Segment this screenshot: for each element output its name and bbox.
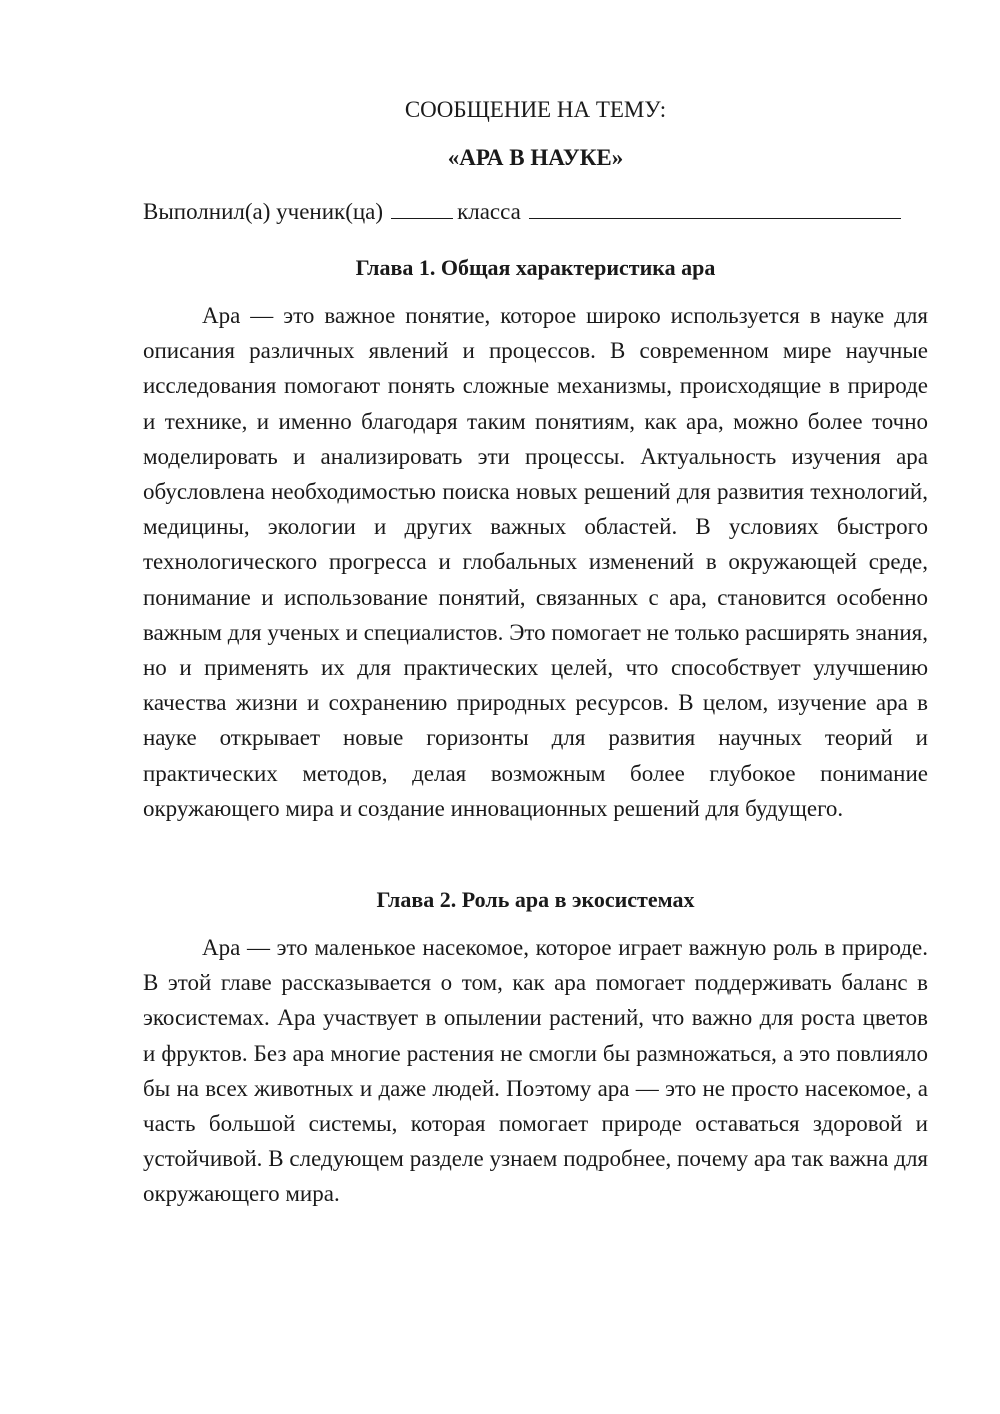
class-label: класса [457, 199, 521, 224]
class-number-blank [391, 198, 453, 219]
student-name-blank [529, 198, 901, 219]
author-line [143, 198, 928, 226]
chapter-1-paragraph: Ара — это важное понятие, которое широко используется в науке для описания различных явлений и процессов. В современном мире научные исследования помогают понять сложные механизмы, происходящие в природе и технике, и именно благодаря таким понятиям, как ара, можно более точно моделировать и анализировать эти процессы. Актуальность изучения ара обусловлена необходимостью поиска новых решений для развития технологий, медицины, экологии и других важных областей. В условиях быстрого технологического прогресса и глобальных изменений в окружающей среде, понимание и использование понятий, связанных с ара, становится особенно важным для ученых и специалистов. Это помогает не только расширять знания, но и применять их для практических целей, что способствует улучшению качества жизни и сохранению природных ресурсов. В целом, изучение ара в науке открывает новые горизонты для развития научных теорий и практических методов, делая возможным более глубокое понимание окружающего мира и создание инновационных решений для будущего. [143, 303, 928, 821]
document-title: СООБЩЕНИЕ НА ТЕМУ: [404, 97, 667, 122]
performed-by-label: Выполнил(а) ученик(ца) [143, 199, 384, 224]
chapter-1-title: Глава 1. Общая характеристика ара [355, 255, 716, 280]
chapter-2-paragraph: Ара — это маленькое насекомое, которое играет важную роль в природе. В этой главе рассказывается о том, как ара помогает поддерживать баланс в экосистемах. Ара участвует в опылении растений, что важно для роста цветов и фруктов. Без ара многие растения не смогли бы размножаться, а это повлияло бы на всех животных и даже людей. Поэтому ара — это не просто насекомое, а часть большой системы, которая помогает природе оставаться здоровой и устойчивой. В следующем разделе узнаем подробнее, почему ара так важна для окружающего мира. [143, 935, 928, 1207]
document-topic: «АРА В НАУКЕ» [447, 145, 624, 170]
chapter-2-title: Глава 2. Роль ара в экосистемах [376, 887, 695, 912]
